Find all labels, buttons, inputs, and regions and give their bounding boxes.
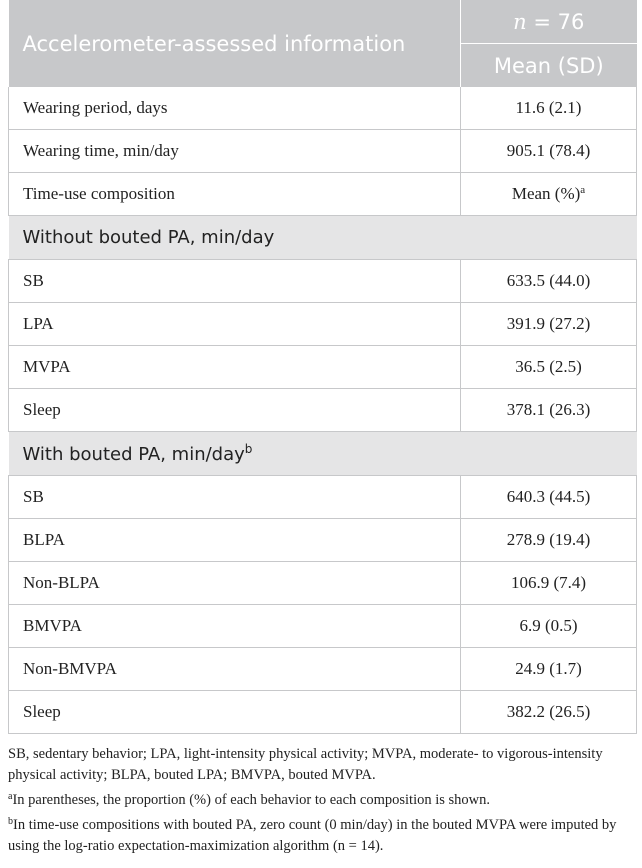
row-value: 36.5 (2.5) [461,346,637,389]
section-header-without-bouted [9,216,637,260]
footnote-abbreviations: SB, sedentary behavior; LPA, light-intensity physical activity; MVPA, moderate- to vigorous-intensity physical activity; BLPA, bouted LPA; BMVPA, bouted MVPA. [8,746,603,783]
table-header-row [9,0,637,44]
footnote-a-text: In parentheses, the proportion (%) of each behavior to each composition is shown. [12,792,491,808]
header-info-label: Accelerometer-assessed information [9,0,461,87]
table-row [9,389,637,432]
row-value: 11.6 (2.1) [461,87,637,130]
row-label: Non-BLPA [9,562,461,605]
row-value [461,173,637,216]
row-value: 391.9 (27.2) [461,303,637,346]
row-value: 905.1 (78.4) [461,130,637,173]
row-label: BLPA [9,519,461,562]
footnote-a [8,786,636,811]
row-value: 378.1 (26.3) [461,389,637,432]
header-sample-size [461,0,637,44]
footnote-b-mark: b [8,816,13,827]
section-header-with-bouted [9,432,637,476]
row-label: Sleep [9,691,461,734]
section-title: Without bouted PA, min/day [9,216,637,260]
footnote-mark-a: a [580,184,586,196]
composition-value: Mean (%) [511,184,581,203]
row-value: 633.5 (44.0) [461,260,637,303]
table-footnotes [8,744,636,857]
row-value: 24.9 (1.7) [461,648,637,691]
table-row [9,260,637,303]
header-n-value: = 76 [526,9,585,34]
table-row-composition [9,173,637,216]
table-row [9,87,637,130]
table-row [9,519,637,562]
section-title-text: With bouted PA, min/day [22,444,245,465]
row-label: LPA [9,303,461,346]
section-title [9,432,637,476]
row-label: SB [9,476,461,519]
footnote-mark-b: b [244,442,253,456]
row-label: SB [9,260,461,303]
row-value: 278.9 (19.4) [461,519,637,562]
table-row [9,130,637,173]
table-row [9,476,637,519]
footnote-a-mark: a [8,791,13,802]
table-row [9,691,637,734]
header-n-symbol: n [513,9,527,34]
table-row [9,605,637,648]
row-value: 640.3 (44.5) [461,476,637,519]
table-row [9,303,637,346]
row-value: 106.9 (7.4) [461,562,637,605]
row-label: Wearing time, min/day [9,130,461,173]
table-row [9,562,637,605]
data-table [8,0,637,734]
row-value: 6.9 (0.5) [461,605,637,648]
header-mean-sd: Mean (SD) [461,44,637,88]
row-label: BMVPA [9,605,461,648]
table-row [9,346,637,389]
footnote-b [8,811,636,857]
row-label: Wearing period, days [9,87,461,130]
row-label: Non-BMVPA [9,648,461,691]
footnote-b-text: In time-use compositions with bouted PA, zero count (0 min/day) in the bouted MVPA were imputed by using the log-ratio expectation-maximization algorithm (n = 14). [8,817,617,854]
row-label: Time-use composition [9,173,461,216]
row-label: Sleep [9,389,461,432]
table-row [9,648,637,691]
row-value: 382.2 (26.5) [461,691,637,734]
row-label: MVPA [9,346,461,389]
